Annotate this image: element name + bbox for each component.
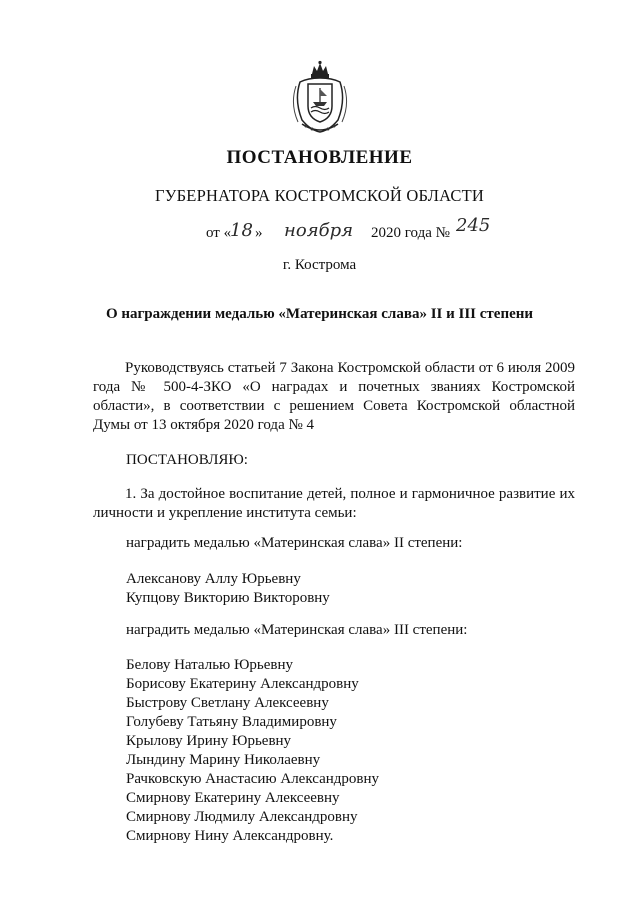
item-1-paragraph [93, 485, 575, 523]
award-3rd-degree-text: наградить медалью «Материнская слава» III степени: [126, 622, 468, 638]
date-year-text: 2020 года № [371, 225, 450, 241]
resolve-heading: ПОСТАНОВЛЯЮ: [126, 452, 248, 468]
award-2nd-degree-text: наградить медалью «Материнская слава» II степени: [126, 535, 463, 551]
award-2nd-degree-names [126, 570, 330, 608]
name-item: Крылову Ирину Юрьевну [126, 733, 292, 749]
name-item: Смирнову Нину Александровну. [126, 828, 334, 844]
document-subject: О награждении медалью «Материнская слава» II и III степени [105, 306, 534, 322]
item-1-text: 1. За достойное воспитание детей, полное и гармоничное развитие их личности и укрепление института семьи: [93, 486, 575, 521]
name-item: Смирнову Екатерину Алексеевну [126, 790, 340, 806]
city: г. Кострома [282, 257, 357, 273]
date-day-handwritten: 18 [230, 220, 253, 241]
issuing-authority: ГУБЕРНАТОРА КОСТРОМСКОЙ ОБЛАСТИ [155, 186, 484, 205]
name-item: Алексанову Аллу Юрьевну [126, 571, 301, 587]
date-mid: » [255, 225, 263, 241]
document-number-handwritten: 245 [456, 215, 491, 236]
document-title: ПОСТАНОВЛЕНИЕ [226, 147, 413, 168]
preamble-paragraph [93, 359, 575, 435]
name-item: Купцову Викторию Викторовну [126, 590, 330, 606]
name-item: Смирнову Людмилу Александровну [126, 809, 358, 825]
name-item: Борисову Екатерину Александровну [126, 676, 359, 692]
name-item: Рачковскую Анастасию Александровну [126, 771, 380, 787]
coat-of-arms-emblem [290, 60, 350, 136]
preamble-text: Руководствуясь статьей 7 Закона Костромской области от 6 июля 2009 года № 500-4-ЗКО «О наградах и почетных званиях Костромской области», в соответствии с решением Совета Костромской областной Думы от 13 октября 2020 года № 4 [93, 360, 575, 433]
name-item: Быстрову Светлану Алексеевну [126, 695, 329, 711]
award-3rd-degree-names [126, 656, 379, 846]
name-item: Белову Наталью Юрьевну [126, 657, 294, 673]
name-item: Лындину Марину Николаевну [126, 752, 321, 768]
date-prefix: от « [206, 225, 232, 241]
name-item: Голубеву Татьяну Владимировну [126, 714, 337, 730]
date-line [0, 215, 639, 249]
date-month-handwritten: ноября [284, 220, 354, 241]
